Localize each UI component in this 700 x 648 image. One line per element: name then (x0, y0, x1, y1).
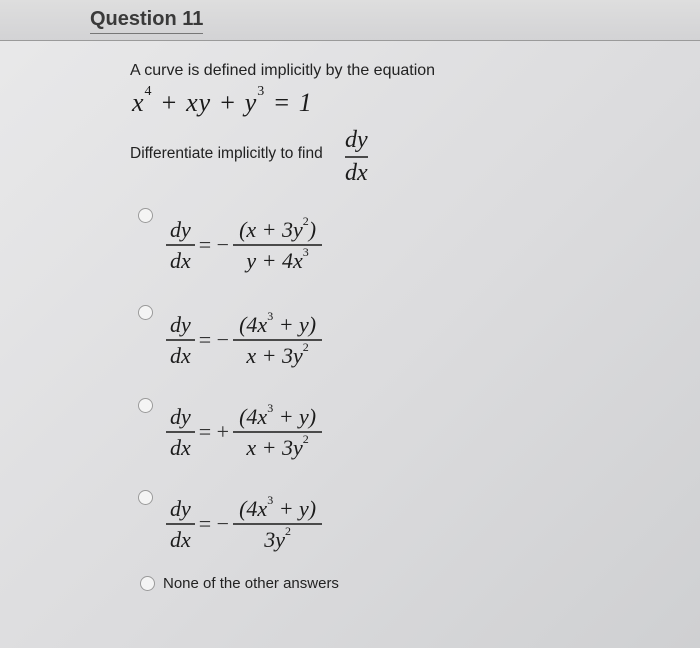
question-intro: A curve is defined implicitly by the equation (130, 62, 436, 79)
answer-expression-2 (166, 309, 322, 369)
answer-option-1[interactable] (138, 208, 153, 223)
answer-option-3[interactable] (138, 398, 153, 413)
fraction-denominator: dx (345, 160, 368, 187)
dy-dx-fraction (345, 128, 368, 186)
equals-sign: = − (198, 327, 230, 353)
rhs-fraction: $\frac{(4x^3 + y)}{3y^2}$ (233, 497, 322, 551)
eq-term-3: = 1 (265, 88, 313, 117)
curve-equation (132, 84, 313, 118)
rhs-fraction: $\frac{(4x^3 + y)}{x + 3y^2}$ (233, 313, 322, 367)
none-option-label: None of the other answers (163, 575, 339, 592)
answer-expression-1 (166, 214, 322, 274)
answer-expression-4 (166, 493, 322, 553)
lhs-fraction: $\frac{dy}{dx}$ (166, 313, 195, 367)
answer-option-none[interactable] (140, 575, 339, 592)
eq-term-1: x (132, 88, 145, 117)
radio-button-1[interactable] (138, 208, 153, 223)
lhs-fraction: $\frac{dy}{dx}$ (166, 405, 195, 459)
eq-exp-2: 3 (257, 84, 266, 99)
question-title: Question 11 (90, 8, 203, 34)
lhs-fraction: $\frac{dy}{dx}$ (166, 497, 195, 551)
rhs-fraction: $\frac{(4x^3 + y)}{x + 3y^2}$ (233, 405, 322, 459)
radio-button-4[interactable] (138, 490, 153, 505)
radio-button-none[interactable] (140, 576, 155, 591)
eq-term-2: + xy + y (152, 88, 258, 117)
fraction-numerator: dy (345, 127, 368, 153)
fraction-bar (345, 156, 368, 158)
answer-option-2[interactable] (138, 305, 153, 320)
equals-sign: = − (198, 232, 230, 258)
radio-button-3[interactable] (138, 398, 153, 413)
rhs-fraction: $\frac{(x + 3y^2)}{y + 4x^3}$ (233, 218, 322, 272)
question-prompt: Differentiate implicitly to find (130, 145, 323, 162)
lhs-fraction: $\frac{dy}{dx}$ (166, 218, 195, 272)
equals-sign: = + (198, 419, 230, 445)
equals-sign: = − (198, 511, 230, 537)
answer-option-4[interactable] (138, 490, 153, 505)
eq-exp-1: 4 (144, 84, 153, 99)
answer-expression-3 (166, 401, 322, 461)
radio-button-2[interactable] (138, 305, 153, 320)
